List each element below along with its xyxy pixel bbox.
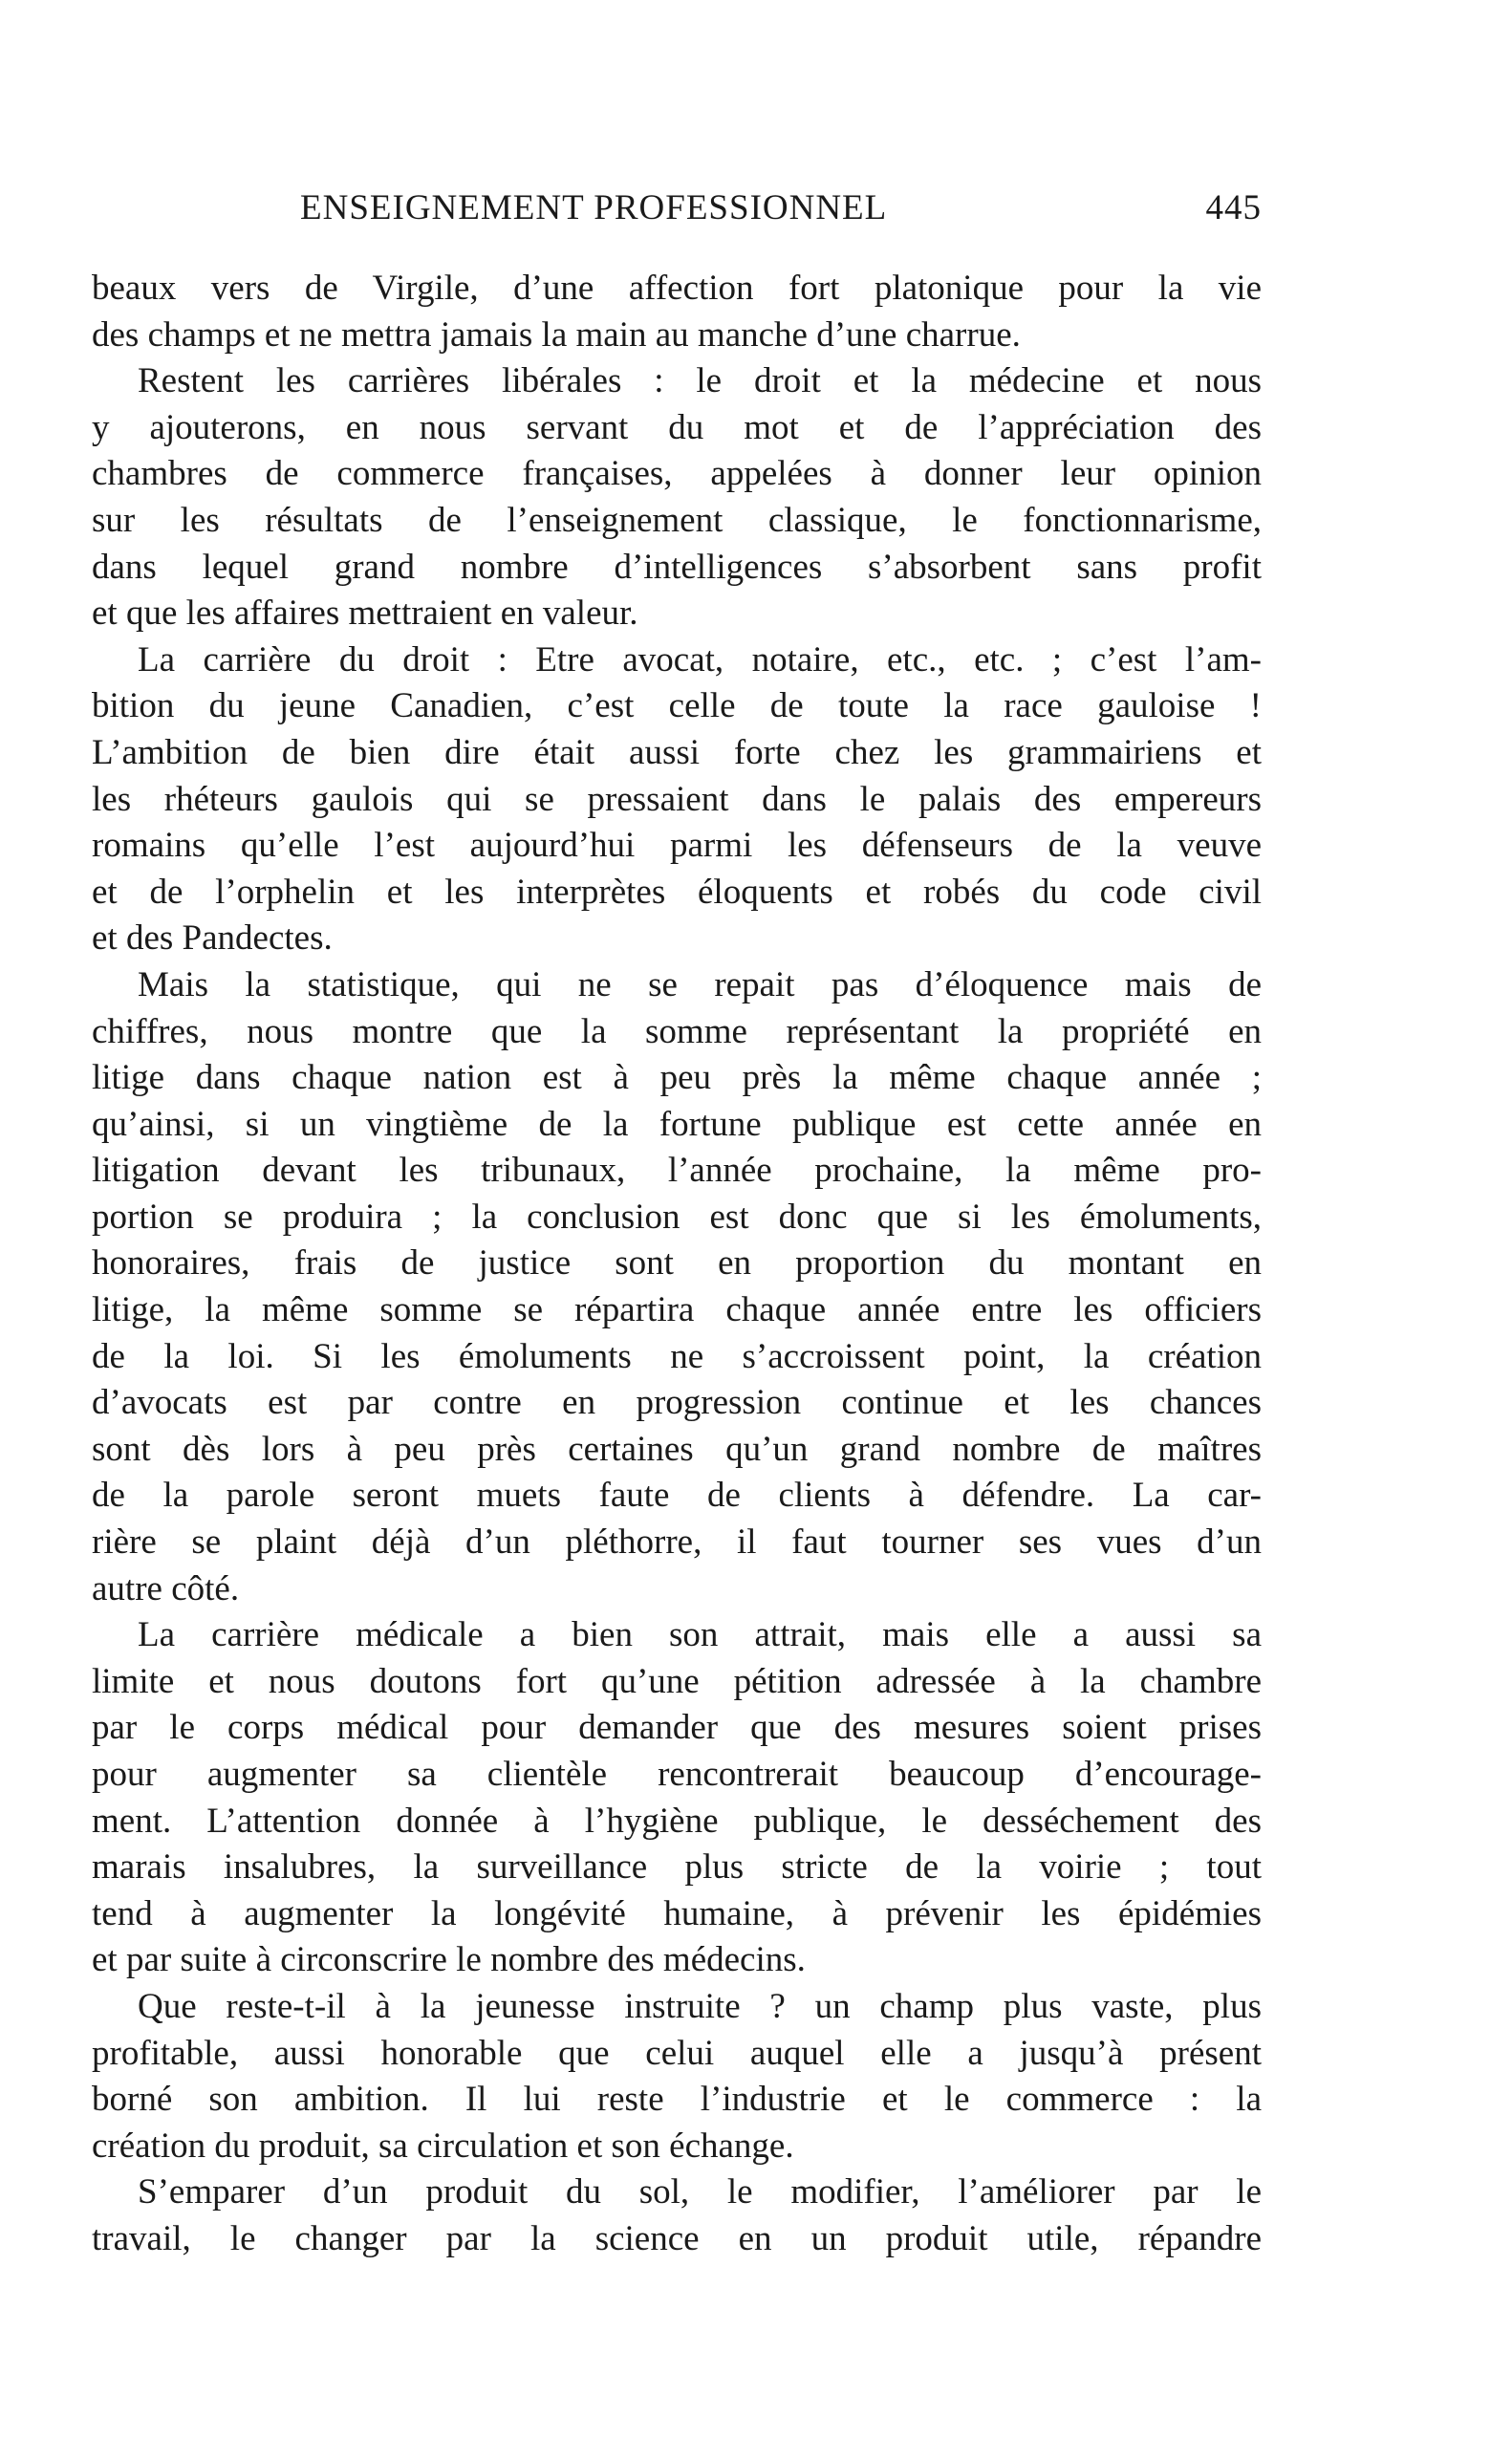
text-line: tend à augmenter la longévité humaine, à prévenir les épidémies [92, 1893, 1262, 1933]
text-line: et par suite à circonscrire le nombre des médecins. [92, 1940, 806, 1980]
text-line: S’emparer d’un produit du sol, le modifier, l’améliorer par le [138, 2172, 1262, 2212]
running-head [92, 187, 1262, 235]
page-number: 445 [1205, 188, 1262, 227]
paragraph-2 [92, 358, 1262, 637]
text-line: pour augmenter sa clientèle rencontrerait beaucoup d’encourage- [92, 1755, 1262, 1794]
text-line: limite et nous doutons fort qu’une pétition adressée à la chambre [92, 1661, 1262, 1701]
text-line: borné son ambition. Il lui reste l’industrie et le commerce : la [92, 2080, 1262, 2120]
text-line: La carrière médicale a bien son attrait, mais elle a aussi sa [138, 1615, 1262, 1655]
text-line: litigation devant les tribunaux, l’année prochaine, la même pro- [92, 1151, 1262, 1191]
text-line: chambres de commerce françaises, appelées à donner leur opinion [92, 454, 1262, 494]
text-line: Mais la statistique, qui ne se repait pas d’éloquence mais de [138, 964, 1262, 1004]
paragraph-7 [92, 2169, 1262, 2262]
paragraph-5 [92, 1612, 1262, 1984]
paragraph-3 [92, 637, 1262, 962]
text-line: chiffres, nous montre que la somme représentant la propriété en [92, 1011, 1262, 1051]
text-line: beaux vers de Virgile, d’une affection fort platonique pour la vie [92, 269, 1262, 308]
text-line: et de l’orphelin et les interprètes éloquents et robés du code civil [92, 872, 1262, 912]
text-line: d’avocats est par contre en progression continue et les chances [92, 1383, 1262, 1423]
text-line: marais insalubres, la surveillance plus stricte de la voirie ; tout [92, 1847, 1262, 1888]
running-title: ENSEIGNEMENT PROFESSIONNEL [300, 188, 888, 227]
text-line: bition du jeune Canadien, c’est celle de toute la race gauloise ! [92, 686, 1262, 726]
text-line: autre côté. [92, 1568, 240, 1608]
text-line: et que les affaires mettraient en valeur. [92, 594, 638, 634]
text-line: de la parole seront muets faute de clients à défendre. La car- [92, 1476, 1262, 1516]
text-line: honoraires, frais de justice sont en proportion du montant en [92, 1243, 1262, 1284]
text-line: par le corps médical pour demander que des mesures soient prises [92, 1708, 1262, 1748]
paragraph-1 [92, 266, 1262, 358]
text-line: sur les résultats de l’enseignement classique, le fonctionnarisme, [92, 500, 1262, 540]
text-line: rière se plaint déjà d’un pléthorre, il faut tourner ses vues d’un [92, 1522, 1262, 1563]
text-line: La carrière du droit : Etre avocat, notaire, etc., etc. ; c’est l’am- [138, 639, 1262, 680]
text-line: y ajouterons, en nous servant du mot et de l’appréciation des [92, 407, 1262, 447]
text-line: création du produit, sa circulation et son échange. [92, 2126, 794, 2166]
text-line: des champs et ne mettra jamais la main au manche d’une charrue. [92, 314, 1021, 355]
text-line: Restent les carrières libérales : le droit et la médecine et nous [138, 361, 1262, 401]
text-line: L’ambition de bien dire était aussi forte chez les grammairiens et [92, 732, 1262, 772]
text-line: les rhéteurs gaulois qui se pressaient dans le palais des empereurs [92, 779, 1262, 819]
text-line: sont dès lors à peu près certaines qu’un grand nombre de maîtres [92, 1429, 1262, 1469]
text-line: romains qu’elle l’est aujourd’hui parmi les défenseurs de la veuve [92, 826, 1262, 866]
text-line: dans lequel grand nombre d’intelligences s’absorbent sans profit [92, 547, 1262, 587]
paragraph-6 [92, 1984, 1262, 2169]
text-line: litige dans chaque nation est à peu près la même chaque année ; [92, 1058, 1262, 1098]
text-line: litige, la même somme se répartira chaque année entre les officiers [92, 1290, 1262, 1330]
text-line: de la loi. Si les émoluments ne s’accroissent point, la création [92, 1336, 1262, 1376]
text-line: ment. L’attention donnée à l’hygiène publique, le desséchement des [92, 1801, 1262, 1841]
text-line: profitable, aussi honorable que celui auquel elle a jusqu’à présent [92, 2033, 1262, 2073]
body-text [92, 266, 1262, 2263]
text-line: portion se produira ; la conclusion est donc que si les émoluments, [92, 1197, 1262, 1237]
text-line: Que reste-t-il à la jeunesse instruite ? un champ plus vaste, plus [138, 1986, 1262, 2026]
text-line: travail, le changer par la science en un produit utile, répandre [92, 2218, 1262, 2258]
text-line: qu’ainsi, si un vingtième de la fortune publique est cette année en [92, 1104, 1262, 1144]
text-line: et des Pandectes. [92, 918, 333, 959]
paragraph-4 [92, 962, 1262, 1612]
